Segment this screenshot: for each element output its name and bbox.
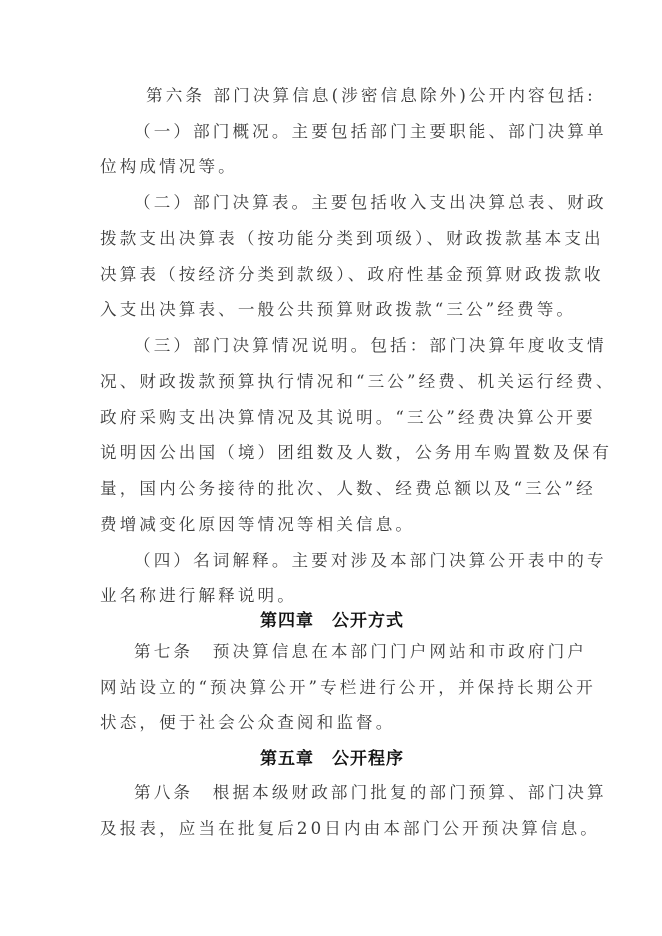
chapter-4-heading: 第四章 公开方式: [260, 611, 404, 631]
article-8-line: 第八条 根据本级财政部门批复的部门预算、部门决算: [134, 783, 607, 802]
article-7-line: 第七条 预决算信息在本部门门户网站和市政府门户: [134, 642, 587, 661]
paragraph-line: （一）部门概况。主要包括部门主要职能、部门决算单: [134, 122, 607, 141]
chapter-5-heading: 第五章 公开程序: [260, 749, 404, 769]
paragraph-line: 拨款支出决算表（按功能分类到项级）、财政拨款基本支出: [100, 229, 604, 248]
paragraph-line: （四）名词解释。主要对涉及本部门决算公开表中的专: [134, 551, 607, 570]
paragraph-line: 量，国内公务接待的批次、人数、经费总额以及“三公”经: [100, 479, 596, 498]
paragraph-line: 入支出决算表、一般公共预算财政拨款“三公”经费等。: [100, 300, 577, 319]
paragraph-line: 位构成情况等。: [100, 157, 238, 176]
paragraph-line: 网站设立的“预决算公开”专栏进行公开，并保持长期公开: [100, 678, 596, 697]
paragraph-line: 况、财政拨款预算执行情况和“三公”经费、机关运行经费、: [100, 372, 616, 391]
article-6-title: 第六条 部门决算信息(涉密信息除外)公开内容包括:: [146, 86, 596, 105]
paragraph-line: 业名称进行解释说明。: [100, 586, 297, 605]
paragraph-line: 及报表，应当在批复后20日内由本部门公开预决算信息。: [100, 819, 600, 838]
paragraph-line: 说明因公出国（境）团组数及人数，公务用车购置数及保有: [100, 443, 613, 462]
paragraph-line: 费增减变化原因等情况等相关信息。: [100, 515, 416, 534]
paragraph-line: 政府采购支出决算情况及其说明。“三公”经费决算公开要: [100, 408, 596, 427]
paragraph-line: （二）部门决算表。主要包括收入支出决算总表、财政: [134, 193, 607, 212]
paragraph-line: 状态，便于社会公众查阅和监督。: [100, 713, 396, 732]
paragraph-line: （三）部门决算情况说明。包括：部门决算年度收支情: [134, 336, 607, 355]
paragraph-line: 决算表（按经济分类到款级）、政府性基金预算财政拨款收: [100, 265, 604, 284]
